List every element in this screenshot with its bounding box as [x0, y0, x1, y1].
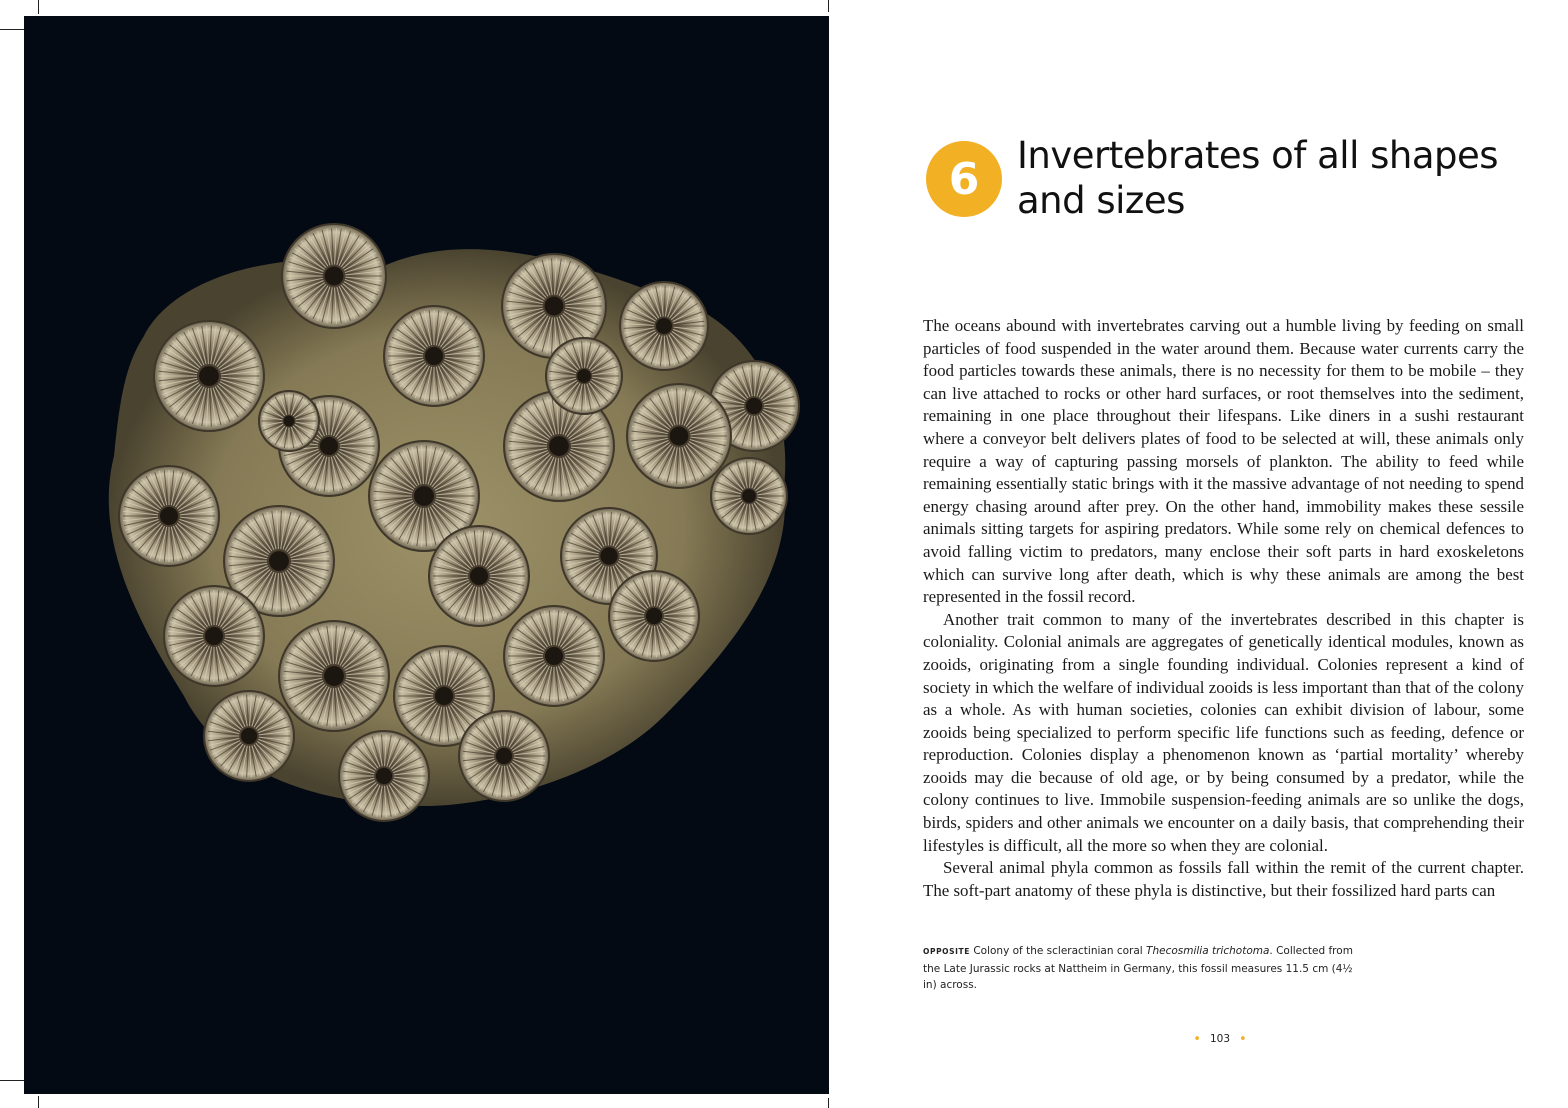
coral-corallite: [620, 282, 708, 370]
coral-colony-illustration: [24, 16, 829, 1094]
chapter-number-badge: [926, 141, 1002, 217]
crop-mark: [38, 1096, 39, 1108]
body-text: [923, 315, 1524, 902]
coral-corallite: [154, 321, 264, 431]
caption-text-before: Colony of the scleractinian coral: [969, 945, 1147, 957]
coral-photograph: [24, 16, 829, 1094]
chapter-number: 6: [948, 153, 980, 205]
coral-corallite: [119, 466, 219, 566]
coral-corallite: [546, 338, 622, 414]
coral-corallite: [339, 731, 429, 821]
crop-mark: [828, 0, 829, 12]
body-paragraph-2: Another trait common to many of the invertebrates described in this chapter is coloniality. Colonial animals are aggregates of genetically identical modules, known as zooids, originating from a single founding individual. Colonies represent a kind of society in which the welfare of individual zooids is less important than that of the colony as a whole. As with human societies, colonies can exhibit division of labour, some zooids being specialized to perform specific life functions such as feeding, defence or reproduction. Colonies display a phenomenon known as ‘partial mortality’ whereby zooids may die because of old age, or by being consumed by a predator, while the colony continues to live. Immobile suspension-feeding animals are so unlike the dogs, birds, spiders and other animals we encounter on a daily basis, that comprehending their lifestyles is difficult, all the more so when they are colonial.: [923, 609, 1524, 855]
caption-species: Thecosmilia trichotoma: [1146, 945, 1270, 957]
coral-corallite: [459, 711, 549, 801]
coral-corallite: [282, 224, 386, 328]
coral-corallite: [279, 621, 389, 731]
coral-corallite: [164, 586, 264, 686]
crop-mark: [0, 29, 24, 30]
caption-lead: OPPOSITE: [923, 947, 970, 956]
body-paragraph-1: The oceans abound with invertebrates carving out a humble living by feeding on small particles of food suspended in the water around them. Because water currents carry the food particles towards these animals, there is no necessity for them to be mobile – they can live attached to rocks or other hard surfaces, or root themselves into the sediment, remaining in one place throughout their lifespans. Like diners in a sushi restaurant where a conveyor belt delivers plates of food to be selected at will, these animals only require a way of capturing passing morsels of plankton. The ability to feed while remaining essentially static brings with it the massive advantage of not needing to spend energy chasing around after prey. On the other hand, immobility makes these sessile animals sitting targets for aspiring predators. While some rely on chemical defences to avoid falling victim to predators, many enclose their soft parts in hard exoskeletons which can survive long after death, which is why these animals are among the best represented in the fossil record.: [923, 316, 1524, 607]
page-folio: [1150, 1032, 1290, 1047]
coral-corallite: [384, 306, 484, 406]
body-paragraph-3: Several animal phyla common as fossils fall within the remit of the current chapter. The soft-part anatomy of these phyla is distinctive, but their fossilized hard parts can: [923, 858, 1524, 900]
coral-corallite: [627, 384, 731, 488]
coral-corallite: [504, 606, 604, 706]
folio-dot-icon: •: [1193, 1032, 1201, 1047]
coral-corallite: [259, 391, 319, 451]
coral-corallite: [609, 571, 699, 661]
photo-caption: [923, 943, 1353, 994]
coral-corallite: [711, 458, 787, 534]
crop-mark: [38, 0, 39, 14]
crop-mark: [0, 1080, 24, 1081]
folio-dot-icon: •: [1239, 1032, 1247, 1047]
page-number: 103: [1209, 1033, 1231, 1045]
chapter-title: Invertebrates of all shapes and sizes: [1017, 134, 1499, 222]
caption-text-after: . Collected from the Late Jurassic rocks at Nattheim in Germany, this fossil measures 11.5 cm (4½ in) across.: [923, 945, 1353, 991]
crop-mark: [828, 1098, 829, 1108]
coral-corallite: [429, 526, 529, 626]
coral-corallite: [204, 691, 294, 781]
